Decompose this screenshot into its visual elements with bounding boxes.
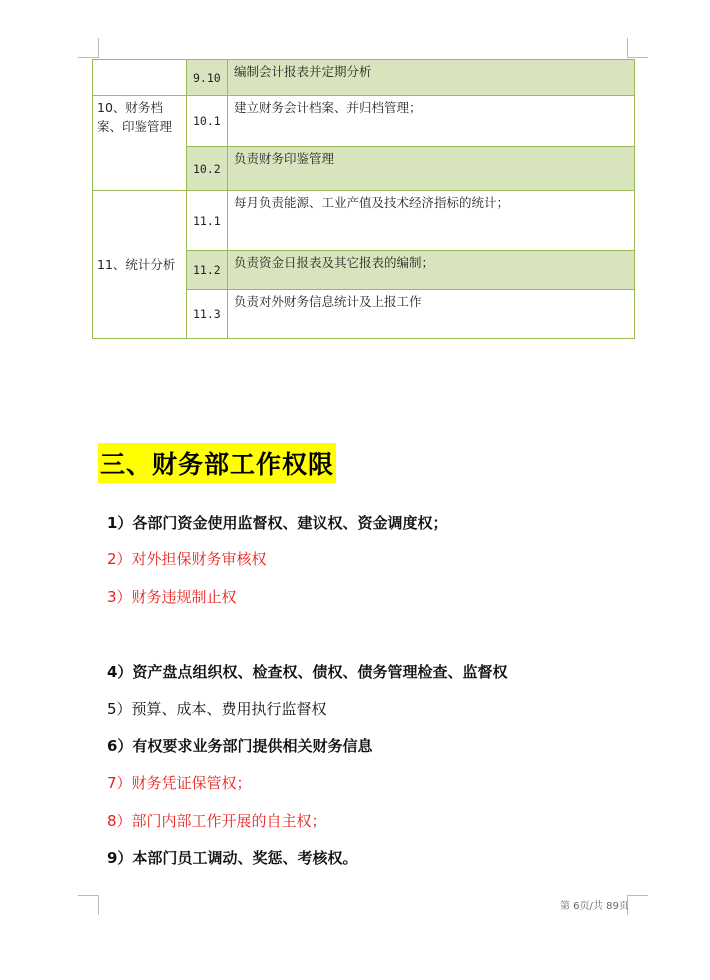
section-heading: 三、财务部工作权限 [98,443,336,483]
item-text: 建立财务会计档案、并归档管理； [228,96,635,147]
crop-mark [628,895,648,896]
item-number: 11.2 [187,251,228,290]
table-row [93,96,635,147]
crop-mark [628,57,648,58]
list-item: 1）各部门资金使用监督权、建议权、资金调度权； [107,514,448,532]
item-text: 负责资金日报表及其它报表的编制； [228,251,635,290]
table-row [93,60,635,96]
list-item: 3）财务违规制止权 [107,588,237,606]
item-text: 负责对外财务信息统计及上报工作 [228,290,635,339]
list-item: 5）预算、成本、费用执行监督权 [107,700,327,718]
crop-mark [627,38,628,58]
item-text: 编制会计报表并定期分析 [228,60,635,96]
duties-table [92,59,635,339]
list-item: 7）财务凭证保管权； [107,774,252,792]
category-cell: 11、统计分析 [93,191,187,339]
item-text: 负责财务印鉴管理 [228,147,635,191]
crop-mark [78,57,98,58]
list-item: 6）有权要求业务部门提供相关财务信息 [107,737,373,755]
category-cell [93,60,187,96]
item-number: 10.1 [187,96,228,147]
category-cell: 10、财务档案、印鉴管理 [93,96,187,191]
item-number: 11.3 [187,290,228,339]
item-number: 11.1 [187,191,228,251]
table-row [93,191,635,251]
crop-mark [78,895,98,896]
item-number: 10.2 [187,147,228,191]
list-item: 2）对外担保财务审核权 [107,550,267,568]
crop-mark [98,38,99,58]
item-number: 9.10 [187,60,228,96]
page-number: 第 6页/共 89页 [560,901,629,912]
list-item: 4）资产盘点组织权、检查权、债权、债务管理检查、监督权 [107,663,508,681]
crop-mark [98,895,99,915]
list-item: 8）部门内部工作开展的自主权； [107,812,327,830]
list-item: 9）本部门员工调动、奖惩、考核权。 [107,849,358,867]
item-text: 每月负责能源、工业产值及技术经济指标的统计； [228,191,635,251]
